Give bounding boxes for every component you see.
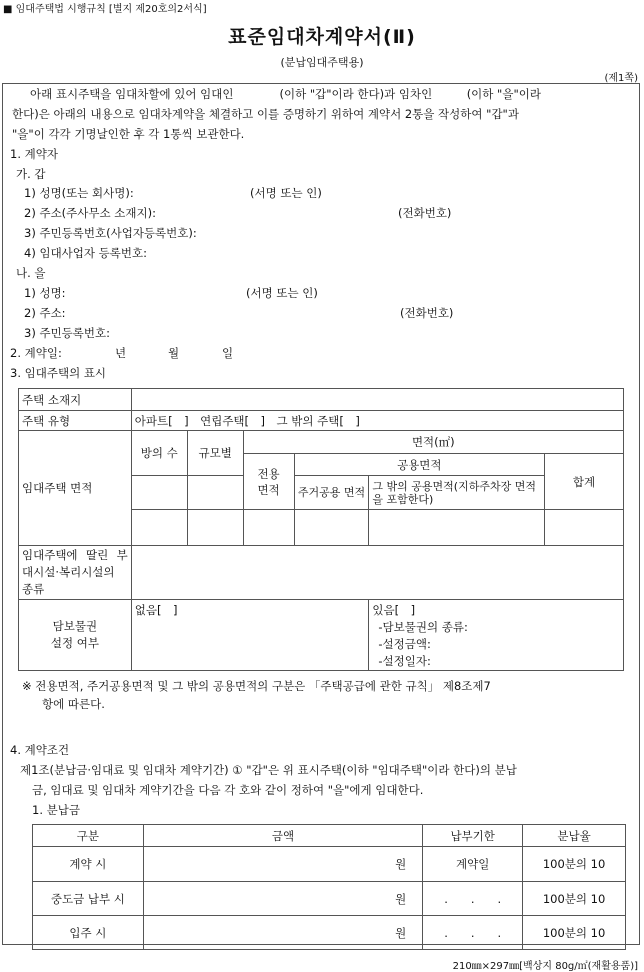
row-category: 입주 시	[33, 916, 144, 950]
section-2-title: 2. 계약일:	[10, 346, 62, 360]
rooms-value-2[interactable]	[131, 510, 187, 546]
row-amount[interactable]: 원	[143, 882, 422, 916]
mortgage-yes-cell[interactable]	[369, 600, 624, 671]
area-label: 임대주택 면적	[19, 431, 132, 546]
paper-spec-footer: 210㎜×297㎜[백상지 80g/㎡(재활용품)]	[452, 961, 638, 972]
area-header: 면적(㎡)	[243, 431, 623, 454]
regulation-header: ■ 임대주택법 시행규칙 [별지 제20호의2서식]	[3, 4, 207, 15]
residential-common-label: 주거공용 면적	[294, 476, 369, 510]
size-value-2[interactable]	[187, 510, 243, 546]
note-line-1: ※ 전용면적, 주거공용면적 및 그 밖의 공용면적의 구분은 「주택공급에 관한 규칙」 제8조제7	[22, 679, 491, 693]
party-a-id: 3) 주민등록번호(사업자등록번호):	[24, 226, 197, 240]
other-common-label: 그 밖의 공용면적(지하주차장 면적을 포함한다)	[369, 476, 545, 510]
note-line-2: 항에 따른다.	[42, 697, 105, 711]
row-due[interactable]: 계약일	[423, 847, 523, 882]
article-1-line-2: 금, 임대료 및 임대차 계약기간을 다음 각 호와 같이 정하여 "을"에게 임대한다.	[32, 783, 424, 797]
row-amount[interactable]: 원	[143, 916, 422, 950]
size-label: 규모별	[187, 431, 243, 476]
table-row	[33, 916, 626, 950]
rooms-label: 방의 수	[131, 431, 187, 476]
page-title: 표준임대차계약서(Ⅱ)	[228, 26, 416, 48]
common-area-label: 공용면적	[294, 454, 545, 476]
mortgage-amount: -설정금액:	[378, 637, 431, 651]
party-b-sign: (서명 또는 인)	[246, 286, 318, 300]
page-subtitle: (분납임대주택용)	[280, 56, 364, 69]
page-number: (제1쪽)	[604, 73, 638, 84]
row-ratio: 100분의 10	[523, 882, 626, 916]
total-area-label: 합계	[545, 454, 624, 510]
intro-line-3: "을"이 각각 기명날인한 후 각 1통씩 보관한다.	[12, 127, 245, 141]
type-options[interactable]: 아파트[ ] 연립주택[ ] 그 밖의 주택[ ]	[131, 411, 623, 431]
location-value[interactable]	[131, 389, 623, 411]
row-category: 계약 시	[33, 847, 144, 882]
table-row	[33, 882, 626, 916]
party-a-biz: 4) 임대사업자 등록번호:	[24, 246, 147, 260]
row-ratio: 100분의 10	[523, 847, 626, 882]
contract-year: 년	[115, 346, 127, 360]
header-amount: 금액	[143, 825, 422, 847]
party-b-id: 3) 주민등록번호:	[24, 326, 110, 340]
party-a-sign: (서명 또는 인)	[250, 186, 322, 200]
contract-month: 월	[168, 346, 180, 360]
party-b-address: 2) 주소:	[24, 306, 66, 320]
table-row	[33, 847, 626, 882]
mortgage-yes: 있음[ ]	[372, 603, 416, 617]
total-area-value[interactable]	[545, 510, 624, 546]
party-a-address: 2) 주소(주사무소 소재지):	[24, 206, 156, 220]
mortgage-label: 담보물권 설정 여부	[19, 600, 132, 671]
party-a-label: 가. 갑	[16, 167, 46, 181]
row-amount[interactable]: 원	[143, 847, 422, 882]
exclusive-area-label: 전용 면적	[243, 454, 294, 510]
header-ratio: 분납율	[523, 825, 626, 847]
facilities-label: 임대주택에 딸린 부대시설·복리시설의 종류	[19, 546, 132, 600]
intro-line-2: 한다)은 아래의 내용으로 임대차계약을 체결하고 이를 증명하기 위하여 계약서 2통을 작성하여 "갑"과	[12, 107, 519, 121]
mortgage-date: -설정일자:	[378, 654, 431, 668]
article-1-line-1: 제1조(분납금·임대료 및 임대차 계약기간) ① "갑"은 위 표시주택(이하 "임대주택"이라 한다)의 분납	[20, 763, 517, 777]
header-category: 구분	[33, 825, 144, 847]
mortgage-none[interactable]: 없음[ ]	[131, 600, 369, 671]
row-category: 중도금 납부 시	[33, 882, 144, 916]
location-label: 주택 소재지	[19, 389, 132, 411]
party-a-phone: (전화번호)	[398, 206, 452, 220]
house-info-table	[18, 388, 624, 671]
row-due[interactable]: . . .	[423, 882, 523, 916]
residential-common-value[interactable]	[294, 510, 369, 546]
installment-subtitle: 1. 분납금	[32, 803, 80, 817]
party-b-label: 나. 을	[16, 266, 46, 280]
exclusive-area-value[interactable]	[243, 510, 294, 546]
facilities-value[interactable]	[131, 546, 623, 600]
mortgage-type: -담보물권의 종류:	[378, 620, 468, 634]
size-value[interactable]	[187, 476, 243, 510]
type-label: 주택 유형	[19, 411, 132, 431]
header-due: 납부기한	[423, 825, 523, 847]
section-3-title: 3. 임대주택의 표시	[10, 366, 107, 380]
contract-day: 일	[222, 346, 234, 360]
row-ratio: 100분의 10	[523, 916, 626, 950]
rooms-value[interactable]	[131, 476, 187, 510]
row-due[interactable]: . . .	[423, 916, 523, 950]
section-1-title: 1. 계약자	[10, 147, 58, 161]
installment-table	[32, 824, 626, 950]
party-a-name: 1) 성명(또는 회사명):	[24, 186, 134, 200]
intro-line-1: 아래 표시주택을 임대차할에 있어 임대인 (이하 "갑"이라 한다)과 임차인 (이하 "을"이라	[30, 87, 541, 101]
party-b-phone: (전화번호)	[400, 306, 454, 320]
other-common-value[interactable]	[369, 510, 545, 546]
party-b-name: 1) 성명:	[24, 286, 66, 300]
section-4-title: 4. 계약조건	[10, 743, 70, 757]
